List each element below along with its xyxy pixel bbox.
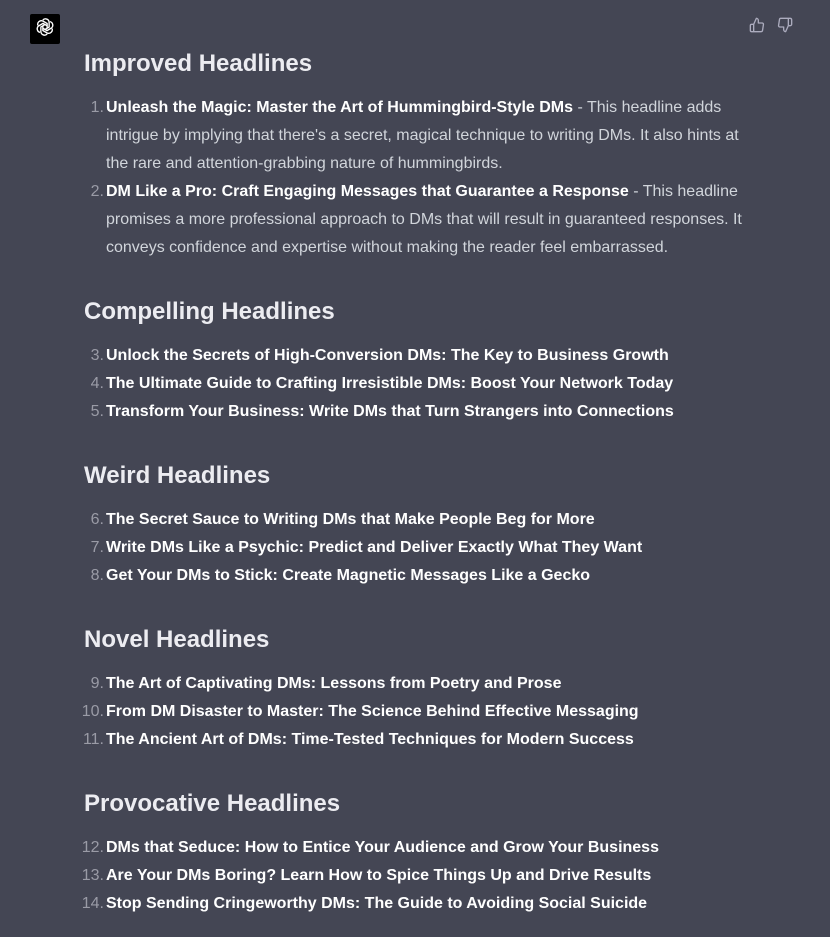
section-compelling-headlines bbox=[84, 294, 744, 426]
headline-text: Get Your DMs to Stick: Create Magnetic Messages Like a Gecko bbox=[106, 567, 591, 584]
list-number: 1. bbox=[90, 99, 104, 116]
list-number: 8. bbox=[90, 567, 104, 584]
thumbs-up-icon[interactable] bbox=[748, 16, 766, 34]
section-novel-headlines bbox=[81, 622, 744, 754]
assistant-message bbox=[81, 46, 744, 918]
headline-list bbox=[81, 834, 744, 918]
list-item bbox=[84, 342, 744, 370]
headline-text: Are Your DMs Boring? Learn How to Spice Things Up and Drive Results bbox=[106, 867, 652, 884]
headline-text: The Ancient Art of DMs: Time-Tested Techniques for Modern Success bbox=[106, 731, 634, 748]
list-item bbox=[84, 506, 744, 534]
headline-text: Write DMs Like a Psychic: Predict and Deliver Exactly What They Want bbox=[106, 539, 643, 556]
headline-text: DMs that Seduce: How to Entice Your Audience and Grow Your Business bbox=[106, 839, 659, 856]
list-number: 7. bbox=[90, 539, 104, 556]
section-improved-headlines bbox=[84, 46, 744, 262]
list-number: 11. bbox=[82, 731, 104, 748]
section-provocative-headlines bbox=[81, 786, 744, 918]
headline-description: - This headline promises a more professional approach to DMs that will result in guaranteed responses. It conveys confidence and expertise without making the reader feel embarrassed. bbox=[106, 183, 742, 256]
headline-text: Unlock the Secrets of High-Conversion DMs: The Key to Business Growth bbox=[106, 347, 669, 364]
list-item bbox=[81, 834, 744, 862]
list-number: 4. bbox=[90, 375, 104, 392]
list-number: 12. bbox=[81, 839, 104, 856]
list-item bbox=[81, 862, 744, 890]
section-heading: Novel Headlines bbox=[84, 626, 270, 653]
section-heading: Compelling Headlines bbox=[84, 298, 335, 325]
headline-list bbox=[81, 670, 744, 754]
list-item bbox=[84, 370, 744, 398]
headline-text: Transform Your Business: Write DMs that Turn Strangers into Connections bbox=[106, 403, 674, 420]
list-item bbox=[84, 534, 744, 562]
headline-text: From DM Disaster to Master: The Science Behind Effective Messaging bbox=[106, 703, 639, 720]
message-feedback bbox=[748, 16, 794, 34]
list-number: 5. bbox=[90, 403, 104, 420]
thumbs-down-icon[interactable] bbox=[776, 16, 794, 34]
section-heading: Provocative Headlines bbox=[84, 790, 341, 817]
list-number: 10. bbox=[81, 703, 104, 720]
headline-list bbox=[84, 506, 744, 590]
list-item bbox=[84, 562, 744, 590]
list-item bbox=[81, 698, 744, 726]
headline-text: Unleash the Magic: Master the Art of Hummingbird-Style DMs bbox=[106, 99, 574, 116]
list-item bbox=[84, 94, 744, 178]
headline-text: The Art of Captivating DMs: Lessons from Poetry and Prose bbox=[106, 675, 562, 692]
section-heading: Improved Headlines bbox=[84, 50, 313, 77]
list-number: 3. bbox=[90, 347, 104, 364]
list-number: 14. bbox=[81, 895, 104, 912]
headline-description: - This headline adds intrigue by implying that there's a secret, magical technique to writing DMs. It also hints at the rare and attention-grabbing nature of hummingbirds. bbox=[106, 99, 739, 172]
openai-logo-icon bbox=[34, 16, 56, 43]
assistant-avatar bbox=[30, 14, 60, 44]
headline-text: The Secret Sauce to Writing DMs that Make People Beg for More bbox=[106, 511, 595, 528]
list-number: 6. bbox=[90, 511, 104, 528]
list-item bbox=[81, 890, 744, 918]
list-number: 9. bbox=[90, 675, 104, 692]
headline-list bbox=[84, 94, 744, 262]
list-number: 2. bbox=[90, 183, 104, 200]
list-number: 13. bbox=[81, 867, 104, 884]
section-heading: Weird Headlines bbox=[84, 462, 271, 489]
list-item bbox=[84, 670, 744, 698]
list-item bbox=[84, 178, 744, 262]
headline-list bbox=[84, 342, 744, 426]
list-item bbox=[84, 726, 744, 754]
list-item bbox=[84, 398, 744, 426]
headline-text: The Ultimate Guide to Crafting Irresistible DMs: Boost Your Network Today bbox=[106, 375, 674, 392]
headline-text: Stop Sending Cringeworthy DMs: The Guide to Avoiding Social Suicide bbox=[106, 895, 648, 912]
section-weird-headlines bbox=[84, 458, 744, 590]
headline-text: DM Like a Pro: Craft Engaging Messages that Guarantee a Response bbox=[106, 183, 629, 200]
